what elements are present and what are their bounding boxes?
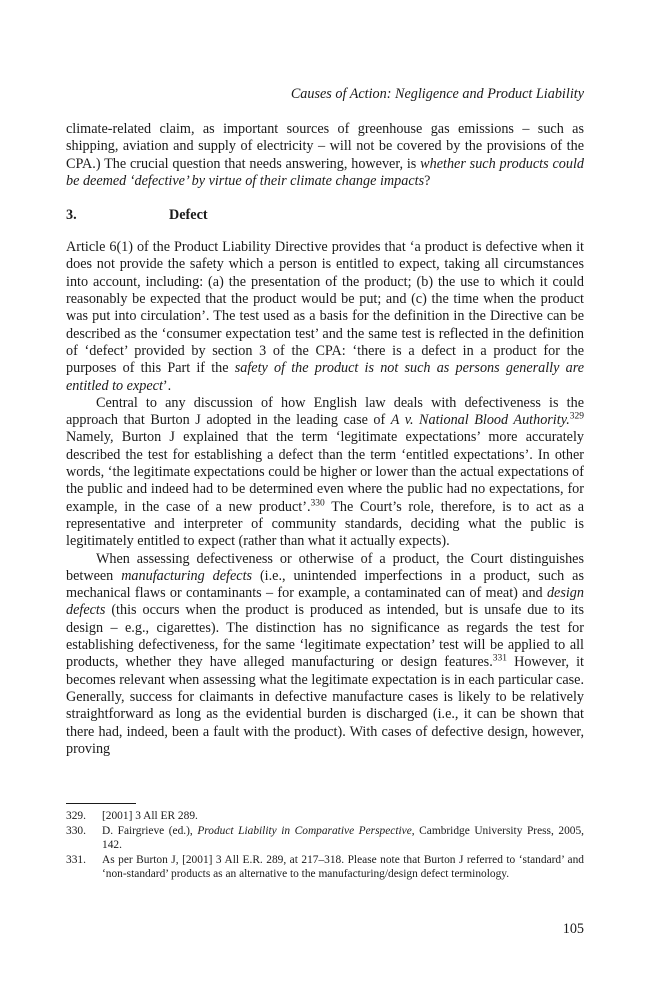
paragraph-4-text-2: (i.e., unintended imperfections in a product, such as mechanical flaws or contaminants – for example, a contaminated can of meat) and	[66, 567, 584, 602]
term-design-defects: design defects	[66, 585, 584, 619]
footnote-number: 330.	[66, 824, 86, 837]
paragraph-1-text: climate-related claim, as important sources of greenhouse gas emissions – such as shipping, aviation and supply of electricity – will not be covered by the provisions of the CPA.) The crucial question that needs answering, however, is	[66, 121, 584, 172]
footnote-text-a: [2001] 3 All ER 289.	[102, 810, 198, 822]
section-number: 3.	[66, 207, 77, 224]
paragraph-2	[66, 239, 584, 395]
paragraph-4-text-4: However, it becomes relevant when assessing what the legitimate expectation is in each particular case. Generally, success for claimants in defective manufacture cases is likely to be relatively straightforward as long as the evidential burden is discharged (i.e., it can be shown that there had, indeed, been a fault with the product). With cases of defective design, however, proving	[66, 654, 584, 757]
paragraph-4	[66, 551, 584, 759]
footnote-331	[66, 853, 584, 882]
paragraph-3-text-3: The Court’s role, therefore, is to act as a representative and interpreter of community standards, deciding what the public is legitimately entitled to expect (rather than what it actually expects).	[66, 498, 584, 550]
footnote-text-c: , Cambridge University Press, 2005, 142.	[102, 824, 585, 852]
footnote-book-title: Product Liability in Comparative Perspective	[197, 824, 412, 837]
footnote-ref-331[interactable]: 331	[492, 653, 508, 664]
footnote-text	[102, 809, 584, 824]
footnote-330	[66, 824, 584, 853]
paragraph-2-end: ’.	[162, 377, 172, 394]
paragraph-1-end: ?	[424, 172, 431, 189]
paragraph-2-text: Article 6(1) of the Product Liability Directive provides that ‘a product is defective when it does not provide the safety which a person is entitled to expect, taking all circumstances into account, including: (a) the presentation of the product; (b) the use to which it could reasonably be expected that the product would be put; and (c) the time when the product was put into circulation’. The test used as a basis for the definition in the Directive can be described as the ‘consumer expectation test’ and the same test is reflected in the definition of ‘defect’ provided by section 3 of the CPA: ‘there is a defect in a product for the purposes of this Part if the	[66, 239, 584, 377]
paragraph-3	[66, 395, 584, 551]
paragraph-4-text-3: (this occurs when the product is produced as intended, but is unsafe due to its design – e.g., cigarettes). The distinction has no significance as regards the test for establishing defectiveness, for the same ‘legitimate expectation’ test will be applied to all products, whether they have alleged manufacturing or design features.	[66, 602, 584, 671]
footnote-text-a: As per Burton J, [2001] 3 All E.R. 289, at 217–318. Please note that Burton J referred to ‘standard’ and ‘non-standard’ products as an alternative to the manufacturing/design defect terminology.	[102, 853, 584, 881]
term-manufacturing-defects: manufacturing defects	[121, 567, 253, 584]
footnote-rule	[66, 803, 136, 804]
paragraph-1-emphasis: whether such products could be deemed ‘defective’ by virtue of their climate change impacts	[66, 155, 584, 189]
paragraph-3-text-2: Namely, Burton J explained that the term ‘legitimate expectations’ more accurately described the test for establishing a defect than the term ‘entitled expectations’. In other words, ‘the legitimate expectations could be higher or lower than the actual expectations of the public and indeed had to be determined even where the public had no expectations, for example, in the case of a new product’.	[66, 429, 584, 515]
footnote-number: 331.	[66, 853, 86, 866]
footnote-text-a: D. Fairgrieve (ed.),	[102, 824, 198, 837]
page-body	[66, 84, 584, 758]
paragraph-1	[66, 121, 584, 190]
footnote-text	[102, 853, 584, 882]
footnote-329	[66, 809, 584, 824]
paragraph-3-text: Central to any discussion of how English law deals with defectiveness is the approach that Burton J adopted in the leading case of	[66, 394, 584, 429]
case-name: A v. National Blood Authority.	[390, 412, 570, 429]
section-heading	[66, 206, 584, 224]
paragraph-4-text: When assessing defectiveness or otherwise of a product, the Court distinguishes between	[66, 550, 584, 584]
footnote-ref-329[interactable]: 329	[569, 411, 585, 422]
paragraph-2-emphasis: safety of the product is not such as persons generally are entitled to expect	[66, 360, 584, 394]
footnote-text	[102, 824, 584, 853]
running-head: Causes of Action: Negligence and Product Liability	[290, 86, 584, 102]
page-number: 105	[562, 921, 584, 937]
footnotes	[66, 803, 584, 882]
section-title: Defect	[169, 207, 208, 224]
footnote-number: 329.	[66, 810, 86, 822]
footnote-ref-330[interactable]: 330	[310, 497, 325, 508]
